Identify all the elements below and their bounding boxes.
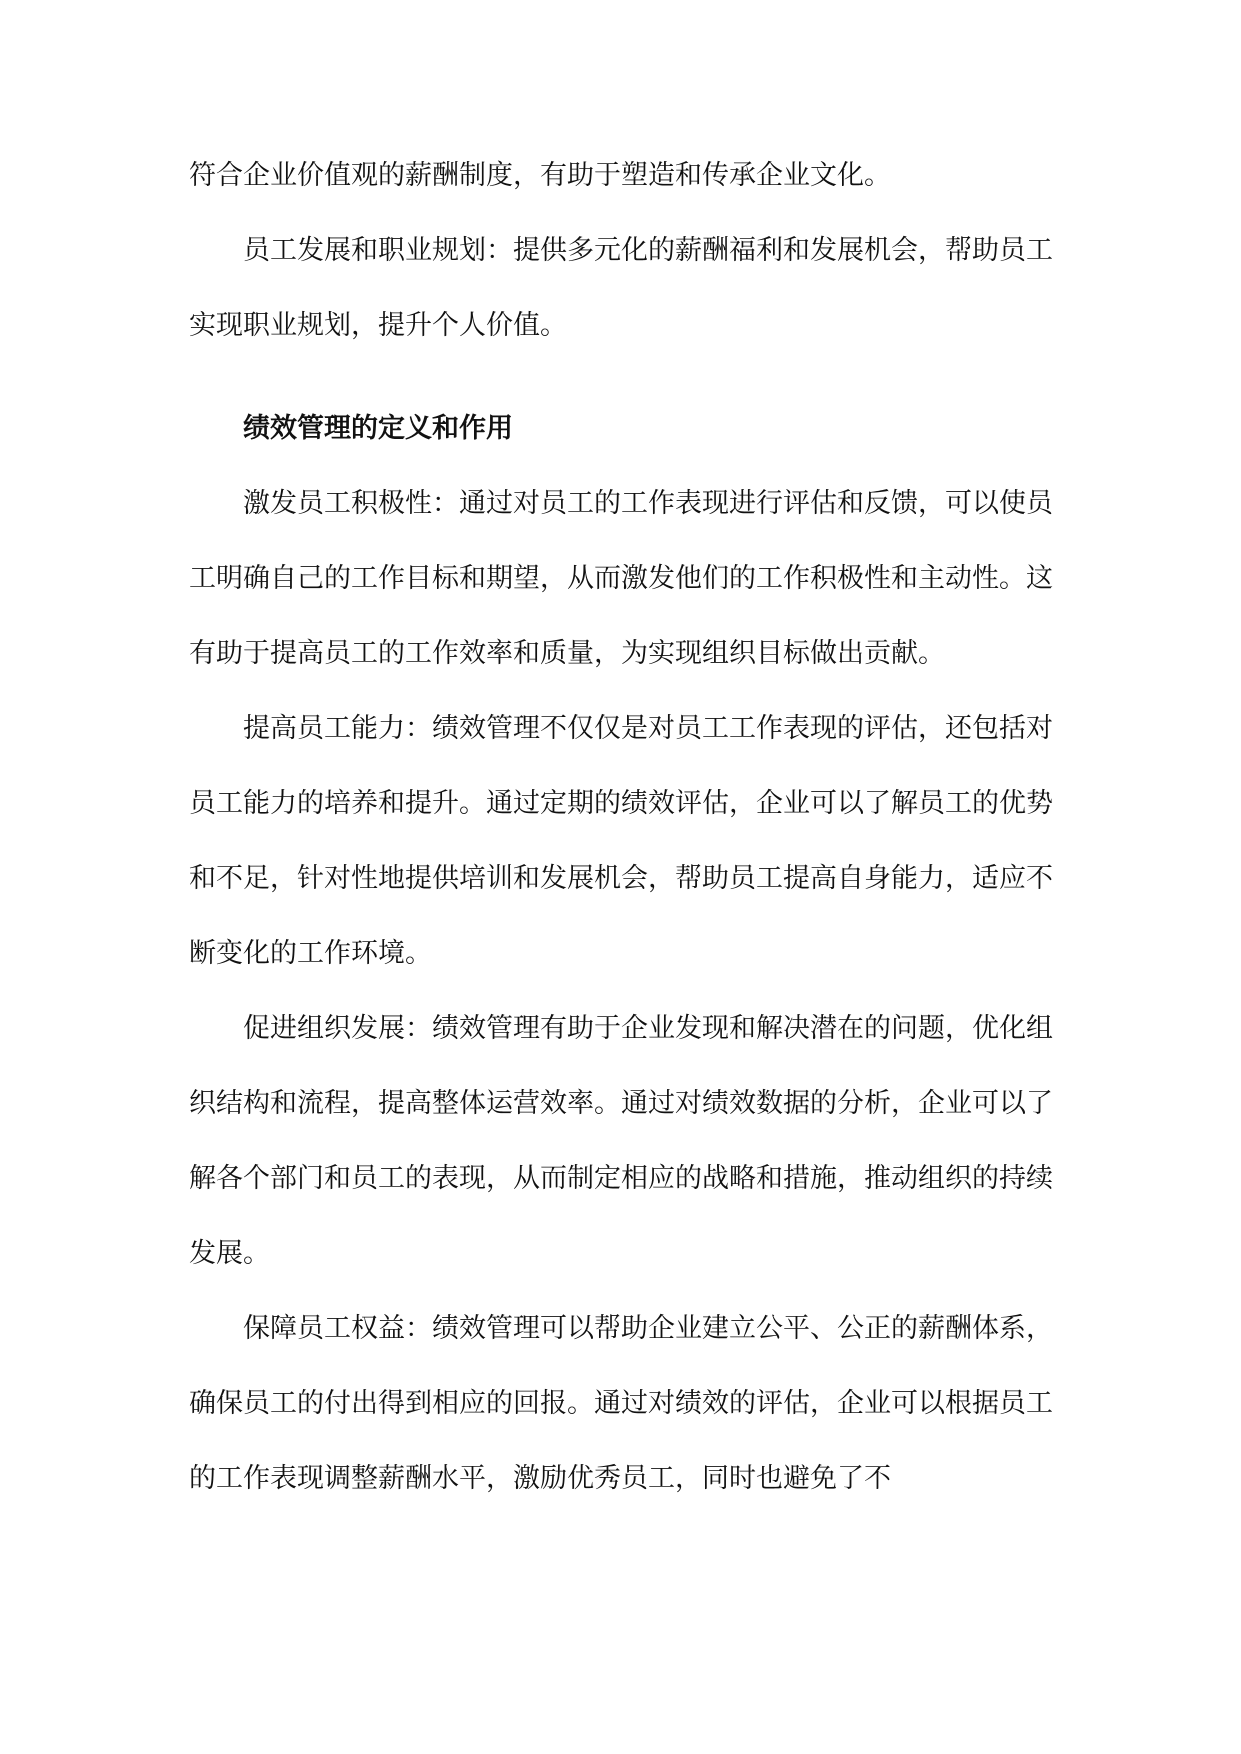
paragraph-motivate-employees: 激发员工积极性：通过对员工的工作表现进行评估和反馈，可以使员工明确自己的工作目标和期望，从而激发他们的工作积极性和主动性。这有助于提高员工的工作效率和质量，为实现组织目标做出贡献。 [189, 488, 1053, 669]
paragraph-improve-ability: 提高员工能力：绩效管理不仅仅是对员工工作表现的评估，还包括对员工能力的培养和提升。通过定期的绩效评估，企业可以了解员工的优势和不足，针对性地提供培训和发展机会，帮助员工提高自身能力，适应不断变化的工作环境。 [189, 713, 1053, 969]
paragraph-continuation: 符合企业价值观的薪酬制度，有助于塑造和传承企业文化。 [189, 160, 891, 191]
paragraph-employee-development: 员工发展和职业规划：提供多元化的薪酬福利和发展机会，帮助员工实现职业规划，提升个人价值。 [189, 235, 1053, 341]
section-heading: 绩效管理的定义和作用 [243, 413, 513, 444]
paragraph-organization-development: 促进组织发展：绩效管理有助于企业发现和解决潜在的问题，优化组织结构和流程，提高整体运营效率。通过对绩效数据的分析，企业可以了解各个部门和员工的表现，从而制定相应的战略和措施，推动组织的持续发展。 [189, 1013, 1053, 1269]
document-body [189, 138, 1053, 1516]
paragraph-employee-rights: 保障员工权益：绩效管理可以帮助企业建立公平、公正的薪酬体系，确保员工的付出得到相应的回报。通过对绩效的评估，企业可以根据员工的工作表现调整薪酬水平，激励优秀员工，同时也避免了不 [189, 1313, 1053, 1494]
